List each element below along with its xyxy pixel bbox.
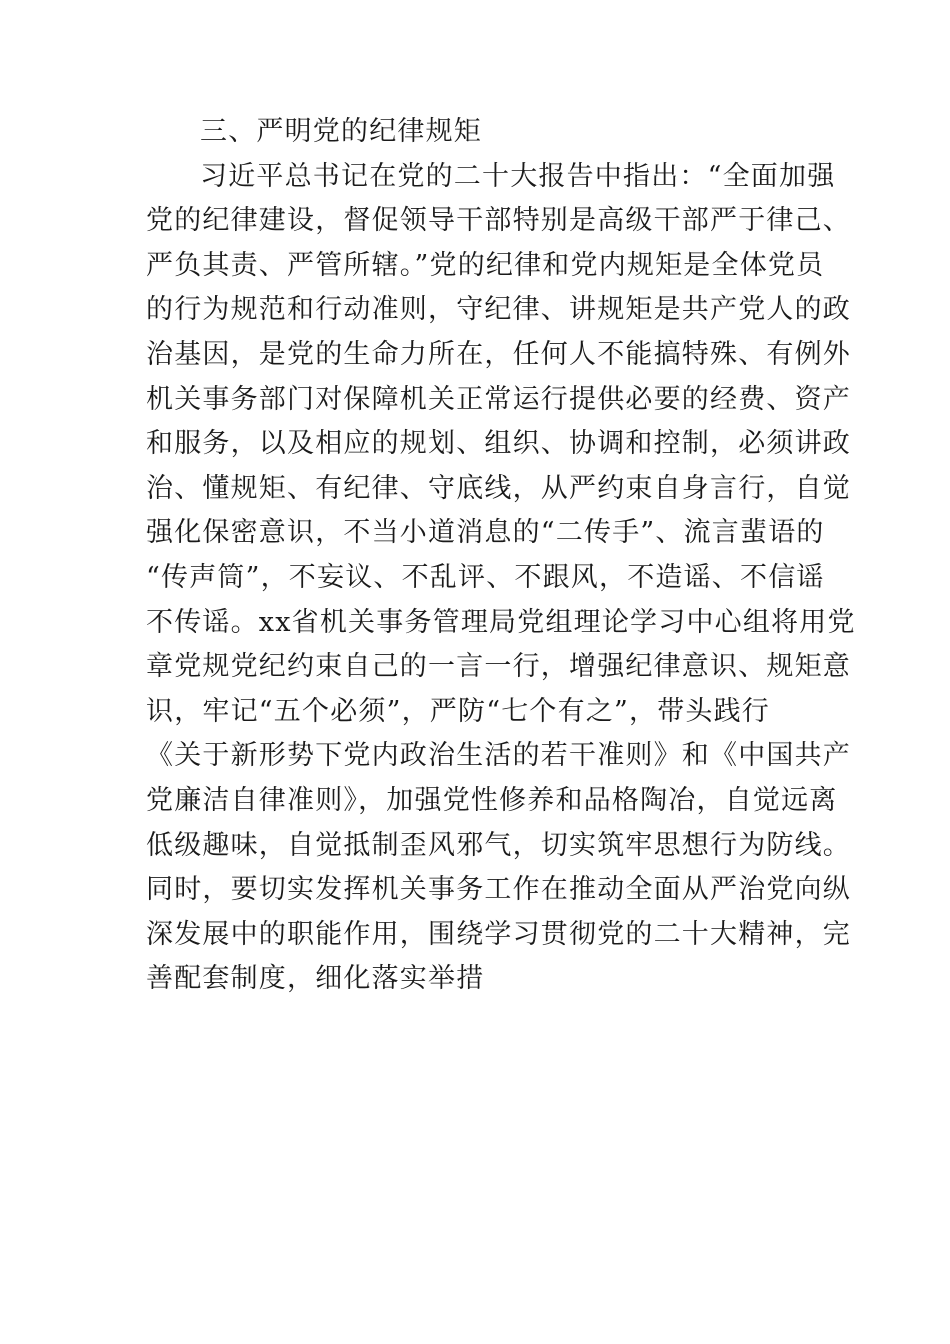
paragraph-line: 治、懂规矩、有纪律、守底线，从严约束自身言行，自觉 (146, 472, 851, 504)
paragraph-line: 强化保密意识，不当小道消息的“二传手”、流言蜚语的 (146, 517, 825, 549)
paragraph-line: 识，牢记“五个必须”，严防“七个有之”，带头践行 (146, 695, 771, 727)
paragraph-line: 和服务，以及相应的规划、组织、协调和控制，必须讲政 (146, 428, 851, 460)
paragraph-line: 《关于新形势下党内政治生活的若干准则》和《中国共产 (146, 740, 851, 772)
paragraph-line: 深发展中的职能作用，围绕学习贯彻党的二十大精神，完 (146, 918, 851, 950)
paragraph-line: 章党规党纪约束自己的一言一行，增强纪律意识、规矩意 (146, 651, 851, 683)
paragraph-line: 党廉洁自律准则》，加强党性修养和品格陶冶，自觉远离 (146, 784, 838, 816)
paragraph-line: 低级趣味，自觉抵制歪风邪气，切实筑牢思想行为防线。 (146, 829, 851, 861)
paragraph-line: 同时，要切实发挥机关事务工作在推动全面从严治党向纵 (146, 874, 851, 906)
paragraph-line: 党的纪律建设，督促领导干部特别是高级干部严于律己、 (146, 205, 851, 237)
paragraph-line: 习近平总书记在党的二十大报告中指出：“全面加强 (200, 160, 836, 192)
paragraph-line: 不传谣。xx省机关事务管理局党组理论学习中心组将用党 (146, 606, 856, 638)
document-body (146, 110, 856, 1002)
paragraph-line: 严负其责、严管所辖。”党的纪律和党内规矩是全体党员 (146, 249, 825, 281)
paragraph-line: 的行为规范和行动准则，守纪律、讲规矩是共产党人的政 (146, 294, 851, 326)
section-heading: 三、严明党的纪律规矩 (200, 116, 482, 147)
paragraph-line: 善配套制度，细化落实举措 (146, 963, 485, 995)
paragraph-line: “传声筒”，不妄议、不乱评、不跟风，不造谣、不信谣 (146, 561, 825, 593)
paragraph-line: 治基因，是党的生命力所在，任何人不能搞特殊、有例外 (146, 338, 851, 370)
paragraph-line: 机关事务部门对保障机关正常运行提供必要的经费、资产 (146, 383, 851, 415)
